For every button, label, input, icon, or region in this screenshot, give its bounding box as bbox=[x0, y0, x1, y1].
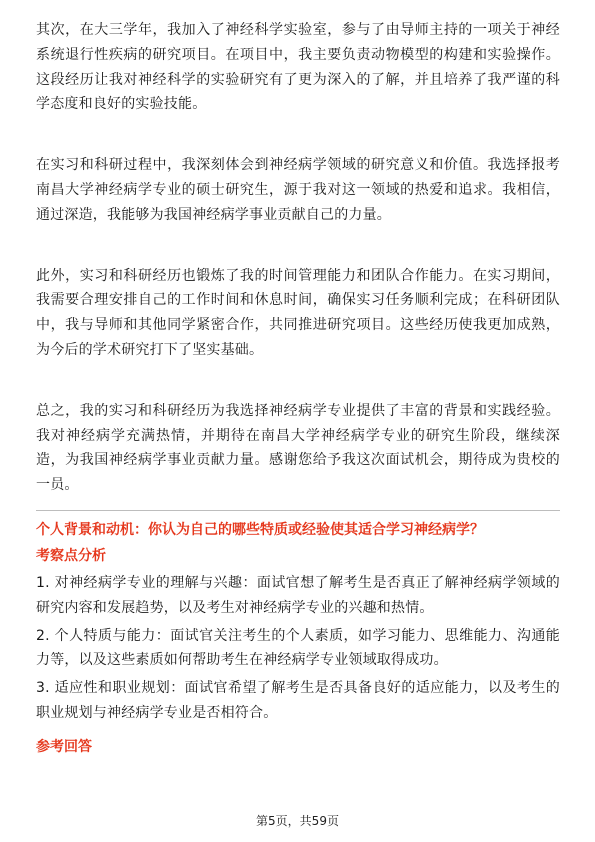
paragraph-1: 其次，在大三学年，我加入了神经科学实验室，参与了由导师主持的一项关于神经系统退行性疾病的研究项目。在项目中，我主要负责动物模型的构建和实验操作。这段经历让我对神经科学的实验研究有了更为深入的了解，并且培养了我严谨的科学态度和良好的实验技能。 bbox=[36, 22, 560, 113]
analysis-item-1: 1. 对神经病学专业的理解与兴趣：面试官想了解考生是否真正了解神经病学领域的研究内容和发展趋势，以及考生对神经病学专业的兴趣和热情。 bbox=[36, 574, 560, 616]
analysis-heading: 考察点分析 bbox=[36, 547, 106, 564]
reference-answer-heading: 参考回答 bbox=[36, 738, 92, 755]
section-divider bbox=[36, 510, 560, 511]
document-body bbox=[36, 18, 560, 762]
paragraph-2: 在实习和科研过程中，我深刻体会到神经病学领域的研究意义和价值。我选择报考南昌大学神经病学专业的硕士研究生，源于我对这一领域的热爱和追求。我相信，通过深造，我能够为我国神经病学事业贡献自己的力量。 bbox=[36, 157, 560, 223]
interview-question: 个人背景和动机：你认为自己的哪些特质或经验使其适合学习神经病学？ bbox=[36, 521, 484, 538]
paragraph-3: 此外，实习和科研经历也锻炼了我的时间管理能力和团队合作能力。在实习期间，我需要合理安排自己的工作时间和休息时间，确保实习任务顺利完成；在科研团队中，我与导师和其他同学紧密合作，共同推进研究项目。这些经历使我更加成熟，为今后的学术研究打下了坚实基础。 bbox=[36, 267, 560, 358]
analysis-item-3: 3. 适应性和职业规划：面试官希望了解考生是否具备良好的适应能力，以及考生的职业规划与神经病学专业是否相符合。 bbox=[36, 680, 560, 721]
analysis-item-2: 2. 个人特质与能力：面试官关注考生的个人素质，如学习能力、思维能力、沟通能力等，以及这些素质如何帮助考生在神经病学专业领域取得成功。 bbox=[36, 627, 560, 669]
page-number-footer: 第5页，共59页 bbox=[256, 814, 339, 828]
paragraph-4: 总之，我的实习和科研经历为我选择神经病学专业提供了丰富的背景和实践经验。我对神经病学充满热情，并期待在南昌大学神经病学专业的研究生阶段，继续深造，为我国神经病学事业贡献力量。感谢您给予我这次面试机会，期待成为贵校的一员。 bbox=[36, 402, 560, 494]
